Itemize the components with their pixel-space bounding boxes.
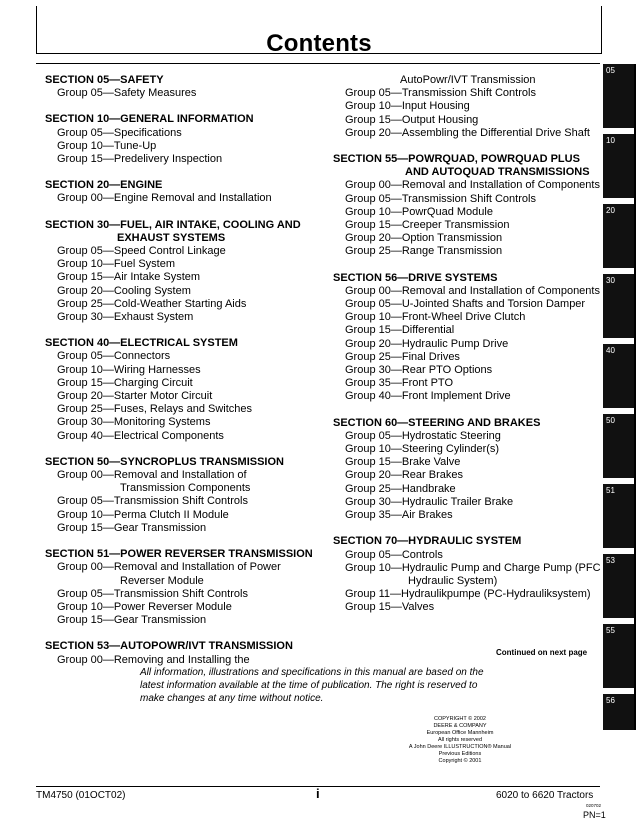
entry-text: Group 00—Removal and Installation of Components (345, 179, 600, 192)
group-entry (45, 588, 315, 601)
entry-continuation: AND AUTOQUAD TRANSMISSIONS (405, 166, 590, 179)
group-entry (333, 443, 603, 456)
entry-text: Group 20—Rear Brakes (345, 469, 463, 482)
group-entry (333, 390, 603, 403)
section-heading (333, 153, 603, 179)
group-entry (333, 377, 603, 390)
entry-text: Group 25—Range Transmission (345, 245, 503, 258)
section-heading (45, 548, 315, 561)
entry-text: Group 00—Removal and Installation of Power (57, 561, 281, 574)
entry-text: Group 10—Tune-Up (57, 139, 157, 152)
entry-text: Group 10—Fuel System (57, 258, 175, 271)
copyright-line: Copyright © 2001 (438, 758, 482, 764)
group-entry (45, 153, 315, 166)
entry-text: Group 00—Removal and Installation of (57, 469, 247, 482)
entry-text: Group 30—Rear PTO Options (345, 364, 493, 377)
section-heading (45, 179, 315, 192)
group-entry (45, 258, 315, 271)
group-entry (45, 140, 315, 153)
group-entry (45, 245, 315, 258)
entry-text: Group 25—Fuses, Relays and Switches (57, 403, 253, 416)
entry-text: Group 10—PowrQuad Module (345, 205, 493, 218)
group-entry (333, 456, 603, 469)
copyright-line: All rights reserved (437, 737, 483, 743)
footer-doc-id: TM4750 (01OCT02) (36, 790, 126, 801)
continued-note: Continued on next page (496, 648, 588, 657)
section-heading (45, 74, 315, 87)
group-entry (333, 179, 603, 192)
entry-text: Group 15—Charging Circuit (57, 376, 193, 389)
entry-text: SECTION 20—ENGINE (45, 179, 163, 192)
footer-page-number: i (316, 786, 320, 801)
group-entry (45, 601, 315, 614)
group-entry (333, 338, 603, 351)
entry-text: Group 15—Creeper Transmission (345, 219, 510, 232)
section-heading (333, 417, 603, 430)
group-entry (333, 483, 603, 496)
section-heading (45, 640, 315, 653)
entry-text: SECTION 60—STEERING AND BRAKES (333, 416, 541, 429)
footer-code: 020702 (586, 803, 602, 808)
entry-text: Group 05—Hydrostatic Steering (345, 429, 501, 442)
entry-text: Group 11—Hydraulikpumpe (PC-Hydrauliksystem) (345, 588, 591, 601)
section-tab-53[interactable]: 53 (603, 554, 634, 618)
group-entry (333, 601, 603, 614)
group-entry (333, 193, 603, 206)
entry-text: Group 15—Brake Valve (345, 456, 461, 469)
section-tab-56[interactable]: 56 (603, 694, 634, 730)
entry-text: Group 25—Final Drives (345, 350, 460, 363)
group-entry (45, 509, 315, 522)
entry-text: Group 15—Gear Transmission (57, 614, 207, 627)
disclaimer-notice: All information, illustrations and specifications in this manual are based on the latest information available at the time of publication. The right is reserved to make changes at any time without notice. (140, 667, 484, 704)
section-heading (45, 113, 315, 126)
copyright-line: COPYRIGHT © 2002 (434, 716, 486, 722)
copyright-line: Previous Editions (438, 751, 482, 757)
group-entry (45, 469, 315, 495)
group-entry (45, 614, 315, 627)
entry-text: Group 30—Hydraulic Trailer Brake (345, 495, 514, 508)
group-entry (333, 127, 603, 140)
entry-text: Group 05—U-Jointed Shafts and Torsion Damper (345, 298, 586, 311)
entry-text: Group 35—Front PTO (345, 377, 454, 390)
title-frame (36, 6, 602, 57)
copyright-line: A John Deere ILLUSTRUCTION® Manual (408, 744, 512, 750)
entry-text: Group 25—Handbrake (345, 482, 456, 495)
entry-text: Group 00—Engine Removal and Installation (57, 192, 272, 205)
group-entry (333, 311, 603, 324)
entry-text: Group 20—Assembling the Differential Drive Shaft (345, 126, 590, 139)
entry-text: Group 15—Gear Transmission (57, 521, 207, 534)
section-heading (333, 272, 603, 285)
group-entry (45, 285, 315, 298)
section-heading (45, 337, 315, 350)
entry-text: Group 10—Wiring Harnesses (57, 363, 201, 376)
entry-text: Group 05—Controls (345, 548, 443, 561)
footer-pn: PN=1 (583, 810, 606, 820)
entry-text: Group 15—Output Housing (345, 113, 479, 126)
entry-text: Group 10—Power Reverser Module (57, 600, 232, 613)
group-entry (45, 271, 315, 284)
group-entry (45, 87, 315, 100)
section-tab-20[interactable]: 20 (603, 204, 634, 268)
entry-text: Group 10—Perma Clutch II Module (57, 508, 229, 521)
section-tab-30[interactable]: 30 (603, 274, 634, 338)
entry-text: Group 05—Specifications (57, 126, 182, 139)
group-entry (333, 232, 603, 245)
entry-text: Group 10—Front-Wheel Drive Clutch (345, 311, 526, 324)
footer-model: 6020 to 6620 Tractors (496, 790, 594, 801)
group-entry (45, 350, 315, 363)
toc-left-column (45, 74, 315, 667)
entry-text: Group 20—Cooling System (57, 284, 191, 297)
entry-text: SECTION 51—POWER REVERSER TRANSMISSION (45, 548, 313, 561)
entry-text: Group 20—Starter Motor Circuit (57, 390, 213, 403)
entry-text: SECTION 56—DRIVE SYSTEMS (333, 271, 498, 284)
entry-text: Group 40—Electrical Components (57, 429, 224, 442)
group-entry (45, 654, 315, 667)
entry-text: AutoPowr/IVT Transmission (400, 74, 536, 86)
section-heading (45, 456, 315, 469)
group-entry (45, 403, 315, 416)
entry-text: Group 20—Hydraulic Pump Drive (345, 337, 509, 350)
entry-continuation: Hydraulic System) (408, 574, 498, 587)
section-tab-10[interactable]: 10 (603, 134, 634, 198)
group-entry (333, 588, 603, 601)
group-entry (333, 245, 603, 258)
entry-text: Group 15—Predelivery Inspection (57, 153, 223, 166)
entry-text: Group 00—Removal and Installation of Components (345, 284, 600, 297)
entry-text: Group 30—Exhaust System (57, 311, 194, 324)
entry-continuation: Reverser Module (120, 574, 204, 587)
entry-text: Group 10—Steering Cylinder(s) (345, 443, 500, 456)
entry-text: SECTION 50—SYNCROPLUS TRANSMISSION (45, 455, 284, 468)
group-entry (333, 496, 603, 509)
group-entry (333, 298, 603, 311)
group-entry (45, 522, 315, 535)
section-tab-50[interactable]: 50 (603, 414, 634, 478)
entry-text: Group 20—Option Transmission (345, 232, 503, 245)
entry-text: Group 05—Connectors (57, 350, 171, 363)
entry-text: SECTION 30—FUEL, AIR INTAKE, COOLING AND (45, 218, 301, 231)
group-entry (45, 364, 315, 377)
group-entry (333, 324, 603, 337)
group-entry (45, 416, 315, 429)
group-entry (333, 549, 603, 562)
tab-bar (634, 64, 636, 730)
section-tab-55[interactable]: 55 (603, 624, 634, 688)
group-entry (333, 469, 603, 482)
group-entry (45, 430, 315, 443)
group-entry (333, 206, 603, 219)
entry-continuation: Transmission Components (120, 482, 251, 495)
group-entry (45, 561, 315, 587)
entry-text: SECTION 10—GENERAL INFORMATION (45, 113, 254, 126)
copyright-block (395, 716, 525, 765)
entry-text: SECTION 55—POWRQUAD, POWRQUAD PLUS (333, 153, 580, 166)
group-entry (333, 285, 603, 298)
section-tab-51[interactable]: 51 (603, 484, 634, 548)
section-tab-05[interactable]: 05 (603, 64, 634, 128)
entry-text: SECTION 53—AUTOPOWR/IVT TRANSMISSION (45, 640, 293, 653)
group-entry (45, 377, 315, 390)
entry-continuation: EXHAUST SYSTEMS (117, 231, 226, 244)
entry-text: Group 25—Cold-Weather Starting Aids (57, 297, 247, 310)
section-heading (333, 535, 603, 548)
entry-text: Group 15—Valves (345, 601, 435, 614)
group-entry (45, 192, 315, 205)
group-entry (45, 298, 315, 311)
group-entry (333, 100, 603, 113)
page-title: Contents (266, 30, 372, 57)
group-entry (333, 430, 603, 443)
entry-text: Group 05—Transmission Shift Controls (57, 587, 248, 600)
toc-right-column (333, 74, 603, 615)
entry-text: Group 05—Transmission Shift Controls (345, 192, 536, 205)
section-heading (45, 219, 315, 245)
entry-continuation (333, 74, 603, 87)
entry-text: Group 15—Air Intake System (57, 271, 201, 284)
group-entry (333, 114, 603, 127)
entry-text: Group 30—Monitoring Systems (57, 416, 211, 429)
entry-text: Group 05—Transmission Shift Controls (57, 495, 248, 508)
copyright-line: DEERE & COMPANY (433, 723, 487, 729)
group-entry (45, 390, 315, 403)
entry-text: Group 40—Front Implement Drive (345, 390, 511, 403)
entry-text: Group 15—Differential (345, 324, 455, 337)
entry-text: Group 35—Air Brakes (345, 509, 453, 522)
group-entry (333, 351, 603, 364)
group-entry (333, 364, 603, 377)
group-entry (333, 87, 603, 100)
entry-text: SECTION 05—SAFETY (45, 74, 164, 86)
divider (36, 63, 600, 64)
entry-text: Group 05—Transmission Shift Controls (345, 87, 536, 100)
group-entry (45, 127, 315, 140)
group-entry (45, 495, 315, 508)
entry-text: Group 05—Speed Control Linkage (57, 245, 226, 258)
group-entry (45, 311, 315, 324)
entry-text: Group 10—Hydraulic Pump and Charge Pump (PFC (345, 561, 601, 574)
copyright-line: European Office Mannheim (426, 730, 494, 736)
group-entry (333, 219, 603, 232)
section-tab-40[interactable]: 40 (603, 344, 634, 408)
entry-text: Group 00—Removing and Installing the (57, 653, 250, 666)
entry-text: SECTION 70—HYDRAULIC SYSTEM (333, 535, 522, 548)
group-entry (333, 509, 603, 522)
group-entry (333, 562, 603, 588)
entry-text: Group 05—Safety Measures (57, 87, 197, 100)
entry-text: Group 10—Input Housing (345, 100, 470, 113)
entry-text: SECTION 40—ELECTRICAL SYSTEM (45, 337, 238, 350)
